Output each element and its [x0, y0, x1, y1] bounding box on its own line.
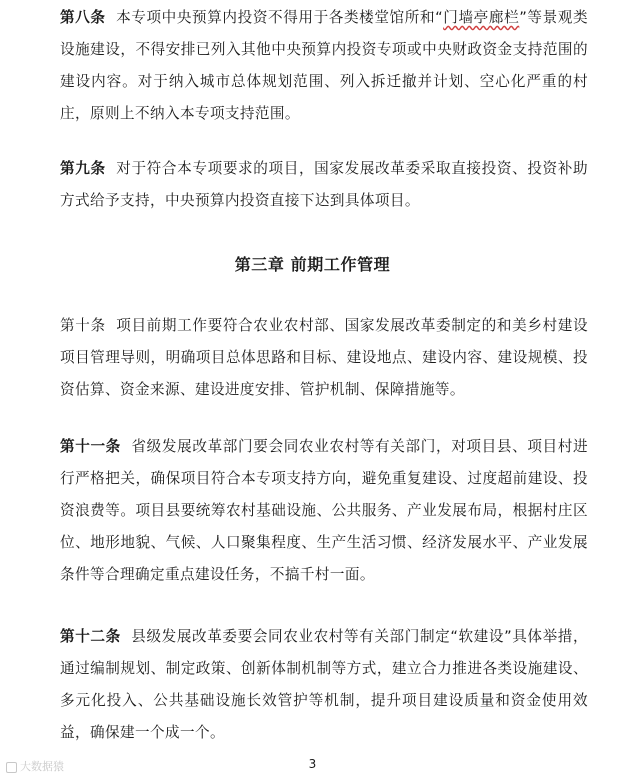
article-8 [60, 2, 588, 130]
article-9-text: 对于符合本专项要求的项目，国家发展改革委采取直接投资、投资补助方式给予支持，中央预算内投资直接下达到具体项目。 [60, 160, 589, 209]
page-number: 3 [308, 757, 317, 771]
article-11-number: 第十一条 [60, 438, 121, 455]
article-12-number: 第十二条 [60, 628, 121, 645]
chapter-title: 第三章 前期工作管理 [234, 255, 391, 274]
article-12-text: 县级发展改革委要会同农业农村等有关部门制定“软建设”具体举措，通过编制规划、制定政策、创新体制机制等方式，建立合力推进各类设施建设、多元化投入、公共基础设施长效管护等机制，提升项目建设质量和资金使用效益，确保建一个成一个。 [60, 628, 588, 741]
article-9 [60, 153, 588, 217]
article-8-number: 第八条 [60, 9, 106, 26]
article-10 [60, 310, 588, 406]
article-10-text: 项目前期工作要符合农业农村部、国家发展改革委制定的和美乡村建设项目管理导则，明确项目总体思路和目标、建设地点、建设内容、建设规模、投资估算、资金来源、建设进度安排、管护机制、保障措施等。 [60, 317, 589, 398]
article-11 [60, 431, 588, 591]
article-10-number: 第十条 [60, 317, 106, 334]
article-8-highlight: 门墙亭廊栏 [443, 9, 520, 26]
article-8-text-before: 本专项中央预算内投资不得用于各类楼堂馆所和“ [116, 9, 444, 26]
article-9-number: 第九条 [60, 160, 106, 177]
watermark-logo-icon [6, 762, 17, 773]
article-12 [60, 621, 588, 749]
article-11-text: 省级发展改革部门要会同农业农村等有关部门，对项目县、项目村进行严格把关，确保项目符合本专项支持方向，避免重复建设、过度超前建设、投资浪费等。项目县要统筹农村基础设施、公共服务、产业发展布局，根据村庄区位、地形地貌、气候、人口聚集程度、生产生活习惯、经济发展水平、产业发展条件等合理确定重点建设任务，不搞千村一面。 [60, 438, 588, 583]
watermark-text: 大数据猿 [20, 760, 64, 773]
watermark [6, 760, 64, 774]
article-8-text-after: ”等景观类设施建设，不得安排已列入其他中央预算内投资专项或中央财政资金支持范围的建设内容。对于纳入城市总体规划范围、列入拆迁撤并计划、空心化严重的村庄，原则上不纳入本专项支持范围。 [60, 9, 588, 122]
